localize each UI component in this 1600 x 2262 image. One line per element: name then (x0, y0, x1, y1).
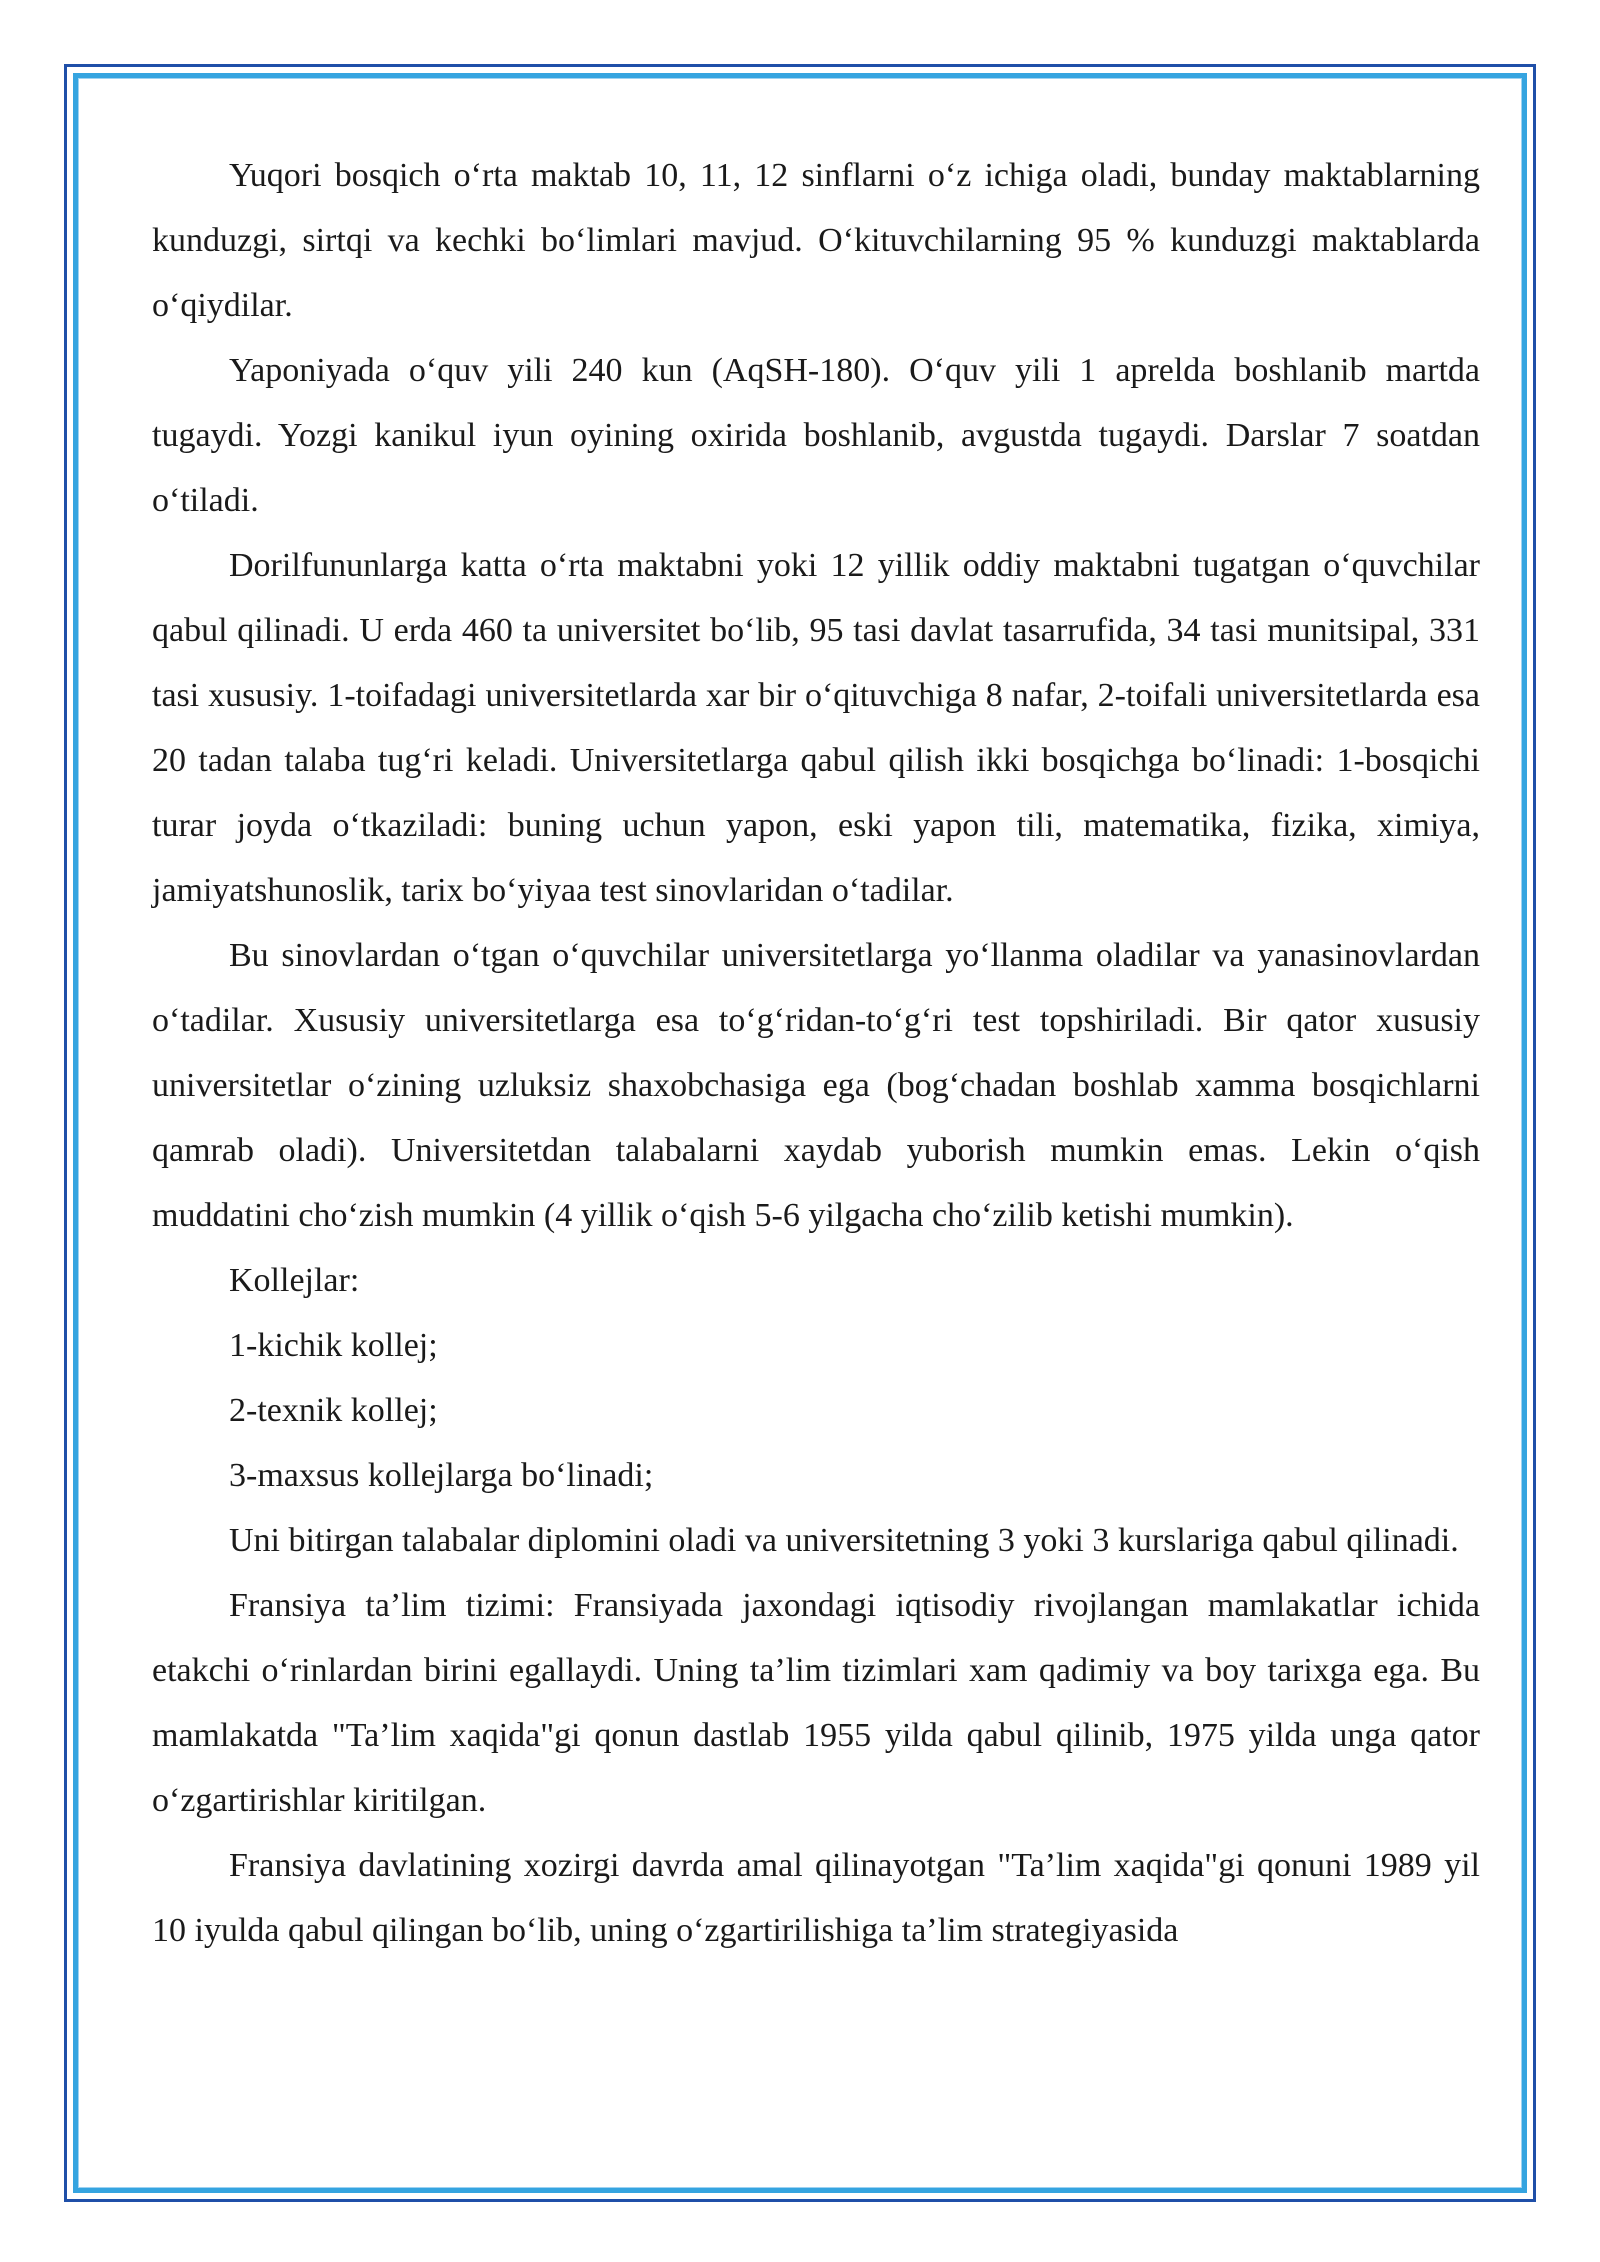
paragraph-france-law: Fransiya davlatining xozirgi davrda amal qilinayotgan "Ta’lim xaqida"gi qonuni 1989 yil 10 iyulda qabul qilingan bo‘lib, uning o‘zgartirilishiga ta’lim strategiyasida (152, 1847, 1480, 1949)
list-item-college-2: 2-texnik kollej; (229, 1392, 438, 1429)
list-item-college-3: 3-maxsus kollejlarga bo‘linadi; (229, 1457, 654, 1494)
paragraph-college-graduates: Uni bitirgan talabalar diplomini oladi va universitetning 3 yoki 3 kurslariga qabul qilinadi. (229, 1522, 1459, 1559)
document-body (152, 143, 1480, 1963)
paragraph-universities: Dorilfununlarga katta o‘rta maktabni yoki 12 yillik oddiy maktabni tugatgan o‘quvchilar qabul qilinadi. U erda 460 ta universitet bo‘lib, 95 tasi davlat tasarrufida, 34 tasi munitsipal, 331 tasi xususiy. 1-toifadagi universitetlarda xar bir o‘qituvchiga 8 nafar, 2-toifali universitetlarda esa 20 tadan talaba tug‘ri keladi. Universitetlarga qabul qilish ikki bosqichga bo‘linadi: 1-bosqichi turar joyda o‘tkaziladi: buning uchun yapon, eski yapon tili, matematika, fizika, ximiya, jamiyatshunoslik, tarix bo‘yiyaa test sinovlaridan o‘tadilar. (152, 547, 1480, 909)
paragraph-colleges-heading: Kollejlar: (229, 1262, 360, 1299)
paragraph-admission-tests: Bu sinovlardan o‘tgan o‘quvchilar universitetlarga yo‘llanma oladilar va yanasinovlardan o‘tadilar. Xususiy universitetlarga esa to‘g‘ridan-to‘g‘ri test topshiriladi. Bir qator xususiy universitetlar o‘zining uzluksiz shaxobchasiga ega (bog‘chadan boshlab xamma bosqichlarni qamrab oladi). Universitetdan talabalarni xaydab yuborish mumkin emas. Lekin o‘qish muddatini cho‘zish mumkin (4 yillik o‘qish 5-6 yilgacha cho‘zilib ketishi mumkin). (152, 937, 1480, 1234)
paragraph-school-year: Yaponiyada o‘quv yili 240 kun (AqSH-180). O‘quv yili 1 aprelda boshlanib martda tugaydi. Yozgi kanikul iyun oyining oxirida boshlanib, avgustda tugaydi. Darslar 7 soatdan o‘tiladi. (152, 352, 1480, 519)
paragraph-upper-secondary: Yuqori bosqich o‘rta maktab 10, 11, 12 sinflarni o‘z ichiga oladi, bunday maktablarning kunduzgi, sirtqi va kechki bo‘limlari mavjud. O‘kituvchilarning 95 % kunduzgi maktablarda o‘qiydilar. (152, 157, 1480, 324)
paragraph-france-education: Fransiya ta’lim tizimi: Fransiyada jaxondagi iqtisodiy rivojlangan mamlakatlar ichida etakchi o‘rinlardan birini egallaydi. Uning ta’lim tizimlari xam qadimiy va boy tarixga ega. Bu mamlakatda "Ta’lim xaqida"gi qonun dastlab 1955 yilda qabul qilinib, 1975 yilda unga qator o‘zgartirishlar kiritilgan. (152, 1587, 1480, 1819)
list-item-college-1: 1-kichik kollej; (229, 1327, 438, 1364)
